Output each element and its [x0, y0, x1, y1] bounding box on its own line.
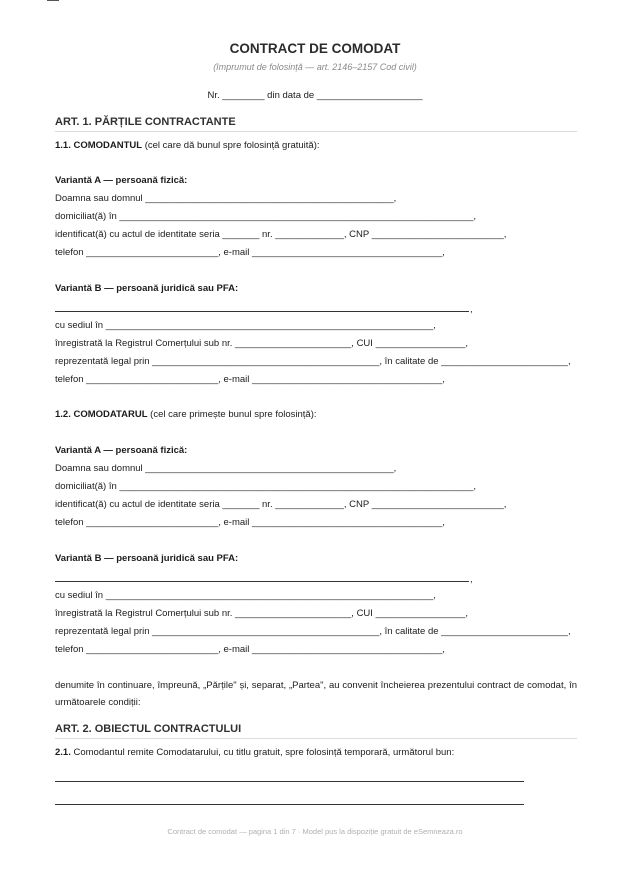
art1-heading: ART. 1. PĂRȚILE CONTRACTANTE [55, 116, 577, 132]
comodatar-varB-name-blank [55, 581, 469, 582]
comodant-varB-representative-line: reprezentată legal prin ___________________________________________, în calitate de ________________________, [55, 356, 571, 367]
art2-p1-text: Comodantul remite Comodatarului, cu titlu gratuit, spre folosință temporară, următorul bun: [70, 747, 455, 758]
art2-paragraph-1 [55, 747, 454, 759]
comodatar-varA-name-line: Doamna sau domnul _______________________________________________, [55, 463, 397, 474]
comodatar-varA-heading: Variantă A — persoană fizică: [55, 445, 188, 456]
parties-closing-paragraph: denumite în continuare, împreună, „Părțile" și, separat, „Partea", au convenit încheierea prezentului contract de comodat, în următoarele condiții: [55, 680, 577, 708]
comodant-varA-address-line: domiciliat(ă) în ___________________________________________________________________, [55, 211, 477, 222]
number-date-line: Nr. ________ din data de ____________________ [207, 90, 423, 101]
comodatar-varB-contact-line: telefon _________________________, e-mail ____________________________________, [55, 644, 445, 655]
comodant-label-bold: 1.1. COMODANTUL [55, 140, 143, 151]
comodant-varB-seat-line: cu sediul în ______________________________________________________________, [55, 320, 436, 331]
document-subtitle: (împrumut de folosință — art. 2146–2157 Cod civil) [213, 62, 417, 72]
page-footer: Contract de comodat — pagina 1 din 7 · Model pus la dispoziție gratuit de eSemneaza.ro [167, 827, 463, 836]
comodatar-label-bold: 1.2. COMODATARUL [55, 409, 148, 420]
art2-object-blank-2 [55, 804, 524, 805]
comodant-varB-name-blank [55, 311, 469, 312]
comodatar-varA-contact-line: telefon _________________________, e-mail ____________________________________, [55, 517, 445, 528]
comodant-label [55, 140, 320, 152]
comodant-varB-name-comma: , [470, 304, 473, 315]
page-edge-mark [47, 0, 59, 1]
art2-heading: ART. 2. OBIECTUL CONTRACTULUI [55, 723, 577, 739]
comodant-varB-contact-line: telefon _________________________, e-mail ____________________________________, [55, 374, 445, 385]
comodatar-varB-registry-line: înregistrată la Registrul Comerțului sub nr. ______________________, CUI _________________, [55, 608, 469, 619]
comodant-varB-heading: Variantă B — persoană juridică sau PFA: [55, 283, 239, 294]
comodant-varA-heading: Variantă A — persoană fizică: [55, 175, 188, 186]
comodant-varA-id-line: identificat(ă) cu actul de identitate seria _______ nr. _____________, CNP _________________________, [55, 229, 507, 240]
comodatar-label-rest: (cel care primește bunul spre folosință): [147, 409, 317, 420]
comodatar-varA-id-line: identificat(ă) cu actul de identitate seria _______ nr. _____________, CNP _________________________, [55, 499, 507, 510]
comodant-varA-contact-line: telefon _________________________, e-mail ____________________________________, [55, 247, 445, 258]
comodatar-varB-seat-line: cu sediul în ______________________________________________________________, [55, 590, 436, 601]
comodant-varB-registry-line: înregistrată la Registrul Comerțului sub nr. ______________________, CUI _________________, [55, 338, 469, 349]
comodatar-varB-name-comma: , [470, 574, 473, 585]
comodatar-varB-representative-line: reprezentată legal prin ___________________________________________, în calitate de ________________________, [55, 626, 571, 637]
art2-p1-number: 2.1. [55, 747, 71, 758]
comodant-label-rest: (cel care dă bunul spre folosință gratuită): [142, 140, 320, 151]
comodant-varA-name-line: Doamna sau domnul _______________________________________________, [55, 193, 397, 204]
comodatar-varB-heading: Variantă B — persoană juridică sau PFA: [55, 553, 239, 564]
document-title: CONTRACT DE COMODAT [229, 41, 401, 56]
comodatar-varA-address-line: domiciliat(ă) în ___________________________________________________________________, [55, 481, 477, 492]
comodatar-label [55, 409, 317, 421]
art2-object-blank-1 [55, 781, 524, 782]
